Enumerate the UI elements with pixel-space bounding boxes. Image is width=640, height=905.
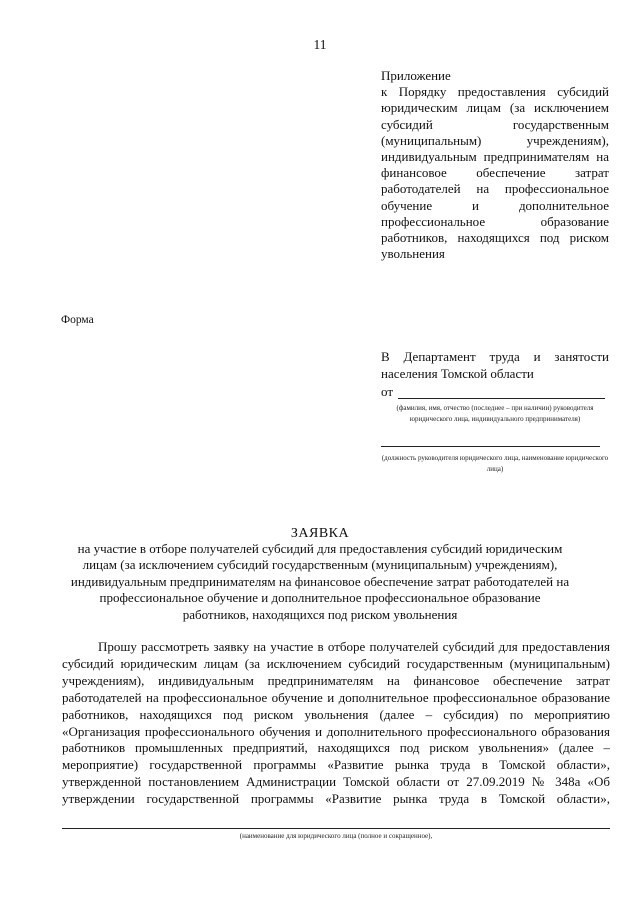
- application-body: Прошу рассмотреть заявку на участие в отборе получателей субсидий для предоставления субсидий юридическим лицам (за исключением субсидий государственным (муниципальным) учреждениям), индивидуальным предпринимателям на финансовое обеспечение затрат работодателей на профессиональное обучение и дополнительное профессиональное образование работников, находящихся под риском увольнения (далее – субсидия) по мероприятию «Организация профессионального обучения и дополнительного профессионального образования работников промышленных предприятий, находящихся под риском увольнения» (далее – мероприятие) государственной программы «Развитие рынка труда в Томской области», утвержденной постановлением Администрации Томской области от 27.09.2019 № 348а «Об утверждении государственной программы «Развитие рынка труда в Томской области»,: [62, 639, 610, 807]
- appendix-title: Приложение: [381, 68, 451, 83]
- appendix-text: к Порядку предоставления субсидий юридическим лицам (за исключением субсидий государственным (муниципальным) учреждениям), индивидуальным предпринимателям на финансовое обеспечение затрат работодателей на профессиональное обучение и дополнительное профессиональное образование работников, находящихся под риском увольнения: [381, 84, 609, 262]
- appendix-block: [381, 68, 609, 262]
- organization-name-caption: (наименование для юридического лица (полное и сокращенное),: [239, 832, 433, 840]
- position-field-caption: (должность руководителя юридического лица, наименование юридического лица): [381, 454, 609, 473]
- from-field: [381, 384, 605, 400]
- recipient-department: В Департамент труда и занятости населения Томской области: [381, 349, 609, 381]
- application-title: ЗАЯВКА: [290, 526, 350, 541]
- from-field-caption: (фамилия, имя, отчество (последнее – при наличии) руководителя юридического лица, индивидуального предпринимателя): [396, 404, 594, 423]
- from-fill-line: [398, 398, 605, 399]
- application-subtitle: на участие в отборе получателей субсидий для предоставления субсидий юридическим лицам (за исключением субсидий государственным (муниципальным) учреждениям), индивидуальным предпринимателям на финансовое обеспечение затрат работодателей на профессиональное обучение и дополнительное профессиональное образование работников, находящихся под риском увольнения: [70, 541, 570, 622]
- form-label: Форма: [61, 314, 94, 326]
- organization-name-fill-line: [62, 828, 610, 829]
- position-fill-line: [381, 446, 600, 447]
- page-number: 11: [313, 37, 327, 52]
- from-label: от: [381, 384, 394, 399]
